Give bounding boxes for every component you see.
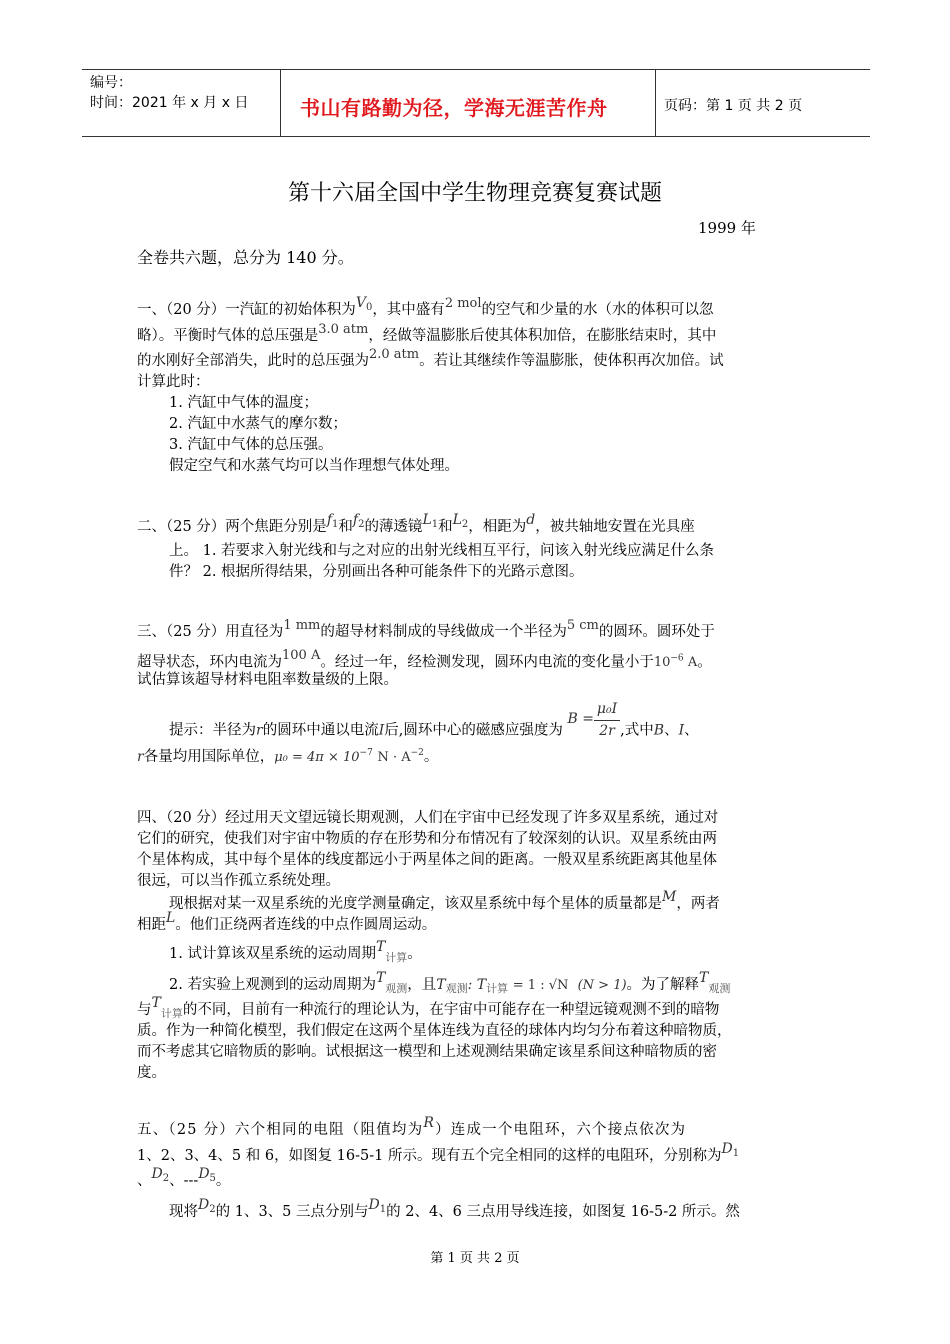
header-divider-left (280, 69, 281, 136)
header-page-number: 页码：第 1 页 共 2 页 (664, 98, 803, 114)
header-divider-right (655, 69, 656, 136)
question-5: 五、（25 分）六个相同的电阻（阻值均为R）连成一个电阻环，六个接点依次为 1、2、3、4、5 和 6，如图复 16-5-1 所示。现有五个完全相同的这样的电阻环，分别称为$D_1$ 、$D_2$、$---D_5$。 现将$D_2$的 1、3、5 三点分别与$D_1$的 2、4、6 三点用导线连接，如图复 16-5-2 所示。然 (137, 1115, 740, 1220)
page-title: 第十六届全国中学生物理竞赛复赛试题 (287, 181, 662, 206)
header-bottom-rule (82, 136, 870, 137)
document-time-label: 时间：2021 年 x 月 x 日 (90, 95, 249, 111)
question-1-item: 1. 汽缸中气体的温度； (169, 395, 318, 411)
question-1-item: 3. 汽缸中气体的总压强。 (169, 437, 333, 453)
exam-summary: 全卷共六题，总分为 140 分。 (137, 248, 354, 267)
question-3-hint: 提示：半径为r的圆环中通以电流I后,圆环中心的磁感应强度为 B = $\frac{\text{μ₀I}}{2r}$ ,式中B、I、 (137, 709, 817, 737)
pressure-3atm: 3.0 atm (318, 322, 369, 337)
document-number-label: 编号： (90, 75, 132, 91)
page-footer: 第 1 页 共 2 页 (430, 1251, 520, 1266)
b-field-formula: $\frac{\text{μ₀I}}{2r}$ (594, 699, 620, 742)
pressure-2atm: 2.0 atm (369, 347, 420, 362)
symbol-v0: $V_0$ (355, 295, 373, 313)
question-4: 四、（20 分）经过用天文望远镜长期观测，人们在宇宙中已经发现了许多双星系统，通过对 它们的研究，使我们对宇宙中物质的存在形势和分布情况有了较深刻的认识。双星系统由两 个星体构成，其中每个星体的线度都远小于两星体之间的距离。一般双星系统距离其他星体 很远，可以当作孤立系统处理。 现根据对某一双星系统的光度学测量确定，该双星系统中每个星体的质量都是M，两者 相距L。他们正绕两者连线的中点作圆周运动。 1. 试计算该双星系统的运动周期$T_{计算}$。 2. 若实验上观测到的运动周期为$T_{观测}$，且$T_{观测}$: $T_{计算} = 1$ : √N (N > 1)。为了解释$T_{观测}$ 与$T_{计算}$的不同，目前有一种流行的理论认为，在宇宙中可能存在一种望远镜观测不到的暗物 质。作为一种简化模型，我们假定在这两个星体连线为直径的球体内均匀分布着这种暗物质， 而不考虑其它暗物质的影响。试根据这一模型和上述观测结果确定该星系间这种暗物质的密 度。 (137, 810, 732, 1081)
exam-year: 1999 年 (698, 219, 756, 237)
question-1: 一、（20 分）一汽缸的初始体积为$V_0$，其中盛有2 mol的空气和少量的水（水的体积可以忽 略）。平衡时气体的总压强是3.0 atm，经做等温膨胀后使其体积加倍，在膨胀结束时，其中 的水刚好全部消失，此时的总压强为2.0 atm。若让其继续作等温膨胀，使体积再次加倍。试 计算此时： 1. 汽缸中气体的温度； 2. 汽缸中水蒸气的摩尔数； 3. 汽缸中气体的总压强。 假定空气和水蒸气均可以当作理想气体处理。 (137, 300, 817, 477)
question-3: 三、（25 分）用直径为1 mm的超导材料制成的导线做成一个半径为5 cm的圆环。圆环处于 超导状态，环内电流为100 A。经过一年，经检测发现，圆环内电流的变化量小于$10^{-6}$ A。 试估算该超导材料电阻率数量级的上限。 提示：半径为r的圆环中通以电流I后,圆环中心的磁感应强度为 B = $\frac{\text{μ₀I}}{2r}$ ,式中B、I、 r各量均用国际单位，$\mu_0 = 4\pi \times 10^{-7}$ $N \cdot A^{-2}$。 (137, 622, 817, 764)
question-1-item: 2. 汽缸中水蒸气的摩尔数； (169, 416, 347, 432)
header-motto: 书山有路勤为径，学海无涯苦作舟 (300, 96, 608, 120)
question-1-note: 假定空气和水蒸气均可以当作理想气体处理。 (169, 458, 459, 474)
amount-2mol: 2 mol (444, 296, 482, 311)
header-top-rule (82, 69, 870, 70)
question-2: 二、（25 分）两个焦距分别是$f_1$和$f_2$的薄透镜$L_1$和$L_2$，相距为d，被共轴地安置在光具座 上。 1. 若要求入射光线和与之对应的出射光线相互平行，问该入射光线应满足什么条 件？ 2. 根据所得结果，分别画出各种可能条件下的光路示意图。 (137, 512, 715, 580)
